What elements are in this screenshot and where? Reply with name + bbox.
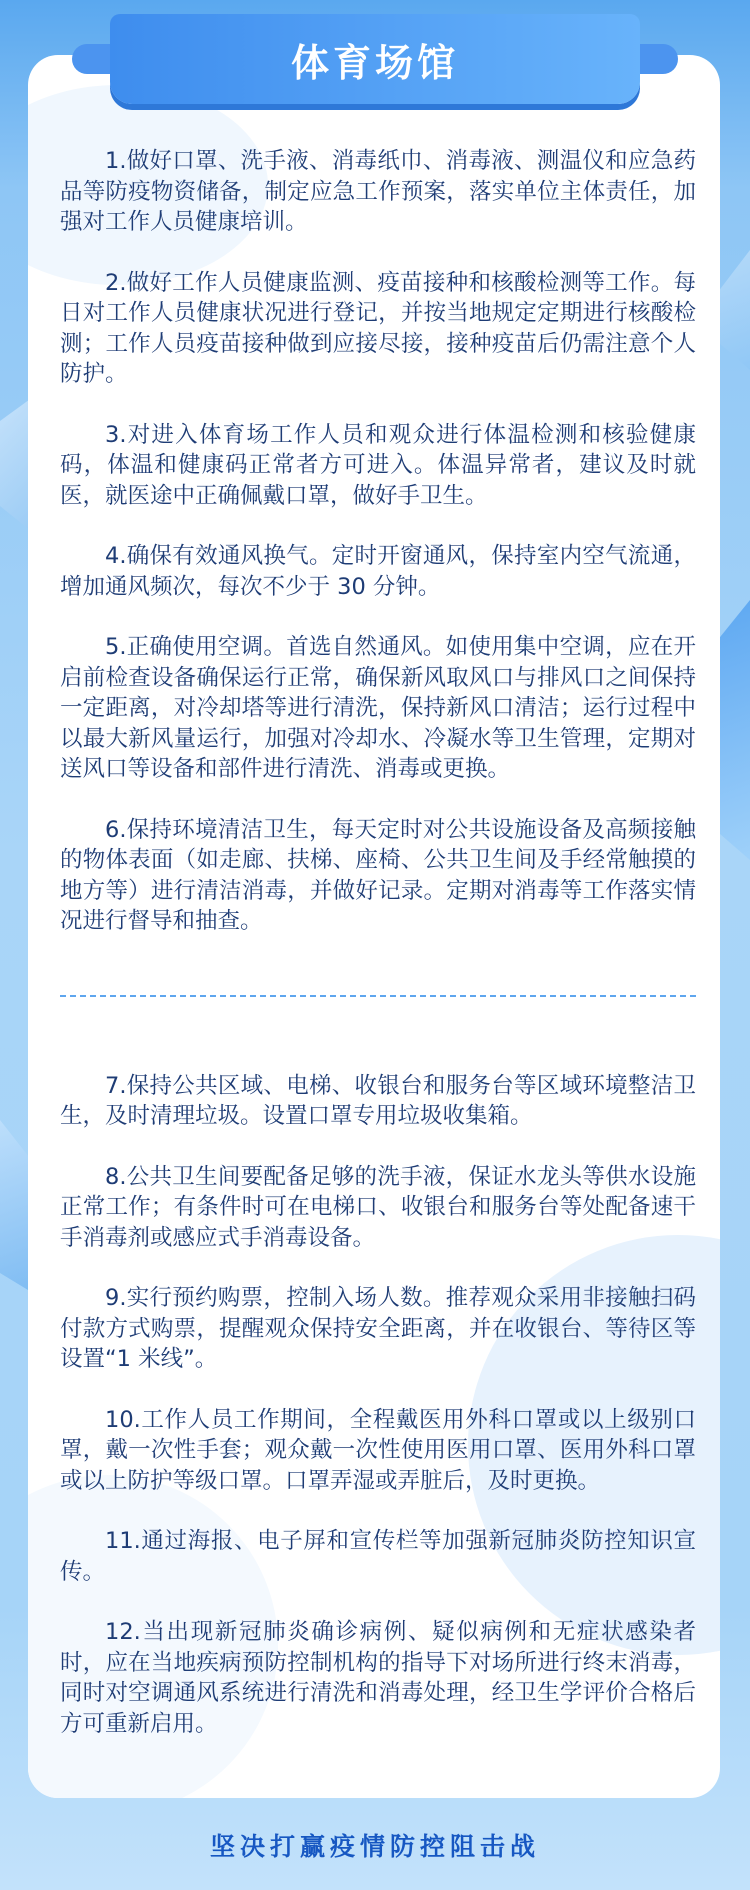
guideline-item-8: 8.公共卫生间要配备足够的洗手液，保证水龙头等供水设施正常工作；有条件时可在电梯口、收银台和服务台等处配备速干手消毒剂或感应式手消毒设备。 xyxy=(60,1163,696,1251)
footer-slogan: 坚决打赢疫情防控阻击战 xyxy=(209,1832,540,1861)
title-banner xyxy=(110,14,640,104)
guideline-item-2: 2.做好工作人员健康监测、疫苗接种和核酸检测等工作。每日对工作人员健康状况进行登记，并按当地规定定期进行核酸检测；工作人员疫苗接种做到应接尽接，接种疫苗后仍需注意个人防护。 xyxy=(60,269,696,387)
guideline-item-1: 1.做好口罩、洗手液、消毒纸巾、消毒液、测温仪和应急药品等防疫物资储备，制定应急工作预案，落实单位主体责任，加强对工作人员健康培训。 xyxy=(60,148,696,235)
page-title: 体育场馆 xyxy=(290,40,459,85)
guideline-item-3: 3.对进入体育场工作人员和观众进行体温检测和核验健康码，体温和健康码正常者方可进入。体温异常者，建议及时就医，就医途中正确佩戴口罩，做好手卫生。 xyxy=(60,421,696,509)
guideline-item-7: 7.保持公共区域、电梯、收银台和服务台等区域环境整洁卫生，及时清理垃圾。设置口罩专用垃圾收集箱。 xyxy=(60,1072,696,1129)
guideline-item-9: 9.实行预约购票，控制入场人数。推荐观众采用非接触扫码付款方式购票，提醒观众保持安全距离，并在收银台、等待区等设置“1 米线”。 xyxy=(60,1285,696,1372)
guideline-item-5: 5.正确使用空调。首选自然通风。如使用集中空调，应在开启前检查设备确保运行正常，确保新风取风口与排风口之间保持一定距离，对冷却塔等进行清洗，保持新风口清洁；运行过程中以最大新风量运行，加强对冷却水、冷凝水等卫生管理，定期对送风口等设备和部件进行清洗、消毒或更换。 xyxy=(60,634,696,782)
guideline-item-11: 11.通过海报、电子屏和宣传栏等加强新冠肺炎防控知识宣传。 xyxy=(60,1528,696,1585)
guideline-item-12: 12.当出现新冠肺炎确诊病例、疑似病例和无症状感染者时，应在当地疾病预防控制机构的指导下对场所进行终末消毒，同时对空调通风系统进行清洗和消毒处理，经卫生学评价合格后方可重新启用。 xyxy=(60,1619,696,1737)
guideline-item-4: 4.确保有效通风换气。定时开窗通风，保持室内空气流通，增加通风频次，每次不少于 30 分钟。 xyxy=(60,543,696,600)
guideline-item-6: 6.保持环境清洁卫生，每天定时对公共设施设备及高频接触的物体表面（如走廊、扶梯、座椅、公共卫生间及手经常触摸的地方等）进行清洁消毒，并做好记录。定期对消毒等工作落实情况进行督导和抽查。 xyxy=(60,816,696,934)
guideline-item-10: 10.工作人员工作期间，全程戴医用外科口罩或以上级别口罩，戴一次性手套；观众戴一次性使用医用口罩、医用外科口罩或以上防护等级口罩。口罩弄湿或弄脏后，及时更换。 xyxy=(60,1406,696,1494)
guideline-list xyxy=(60,146,696,1769)
section-divider xyxy=(60,995,696,997)
